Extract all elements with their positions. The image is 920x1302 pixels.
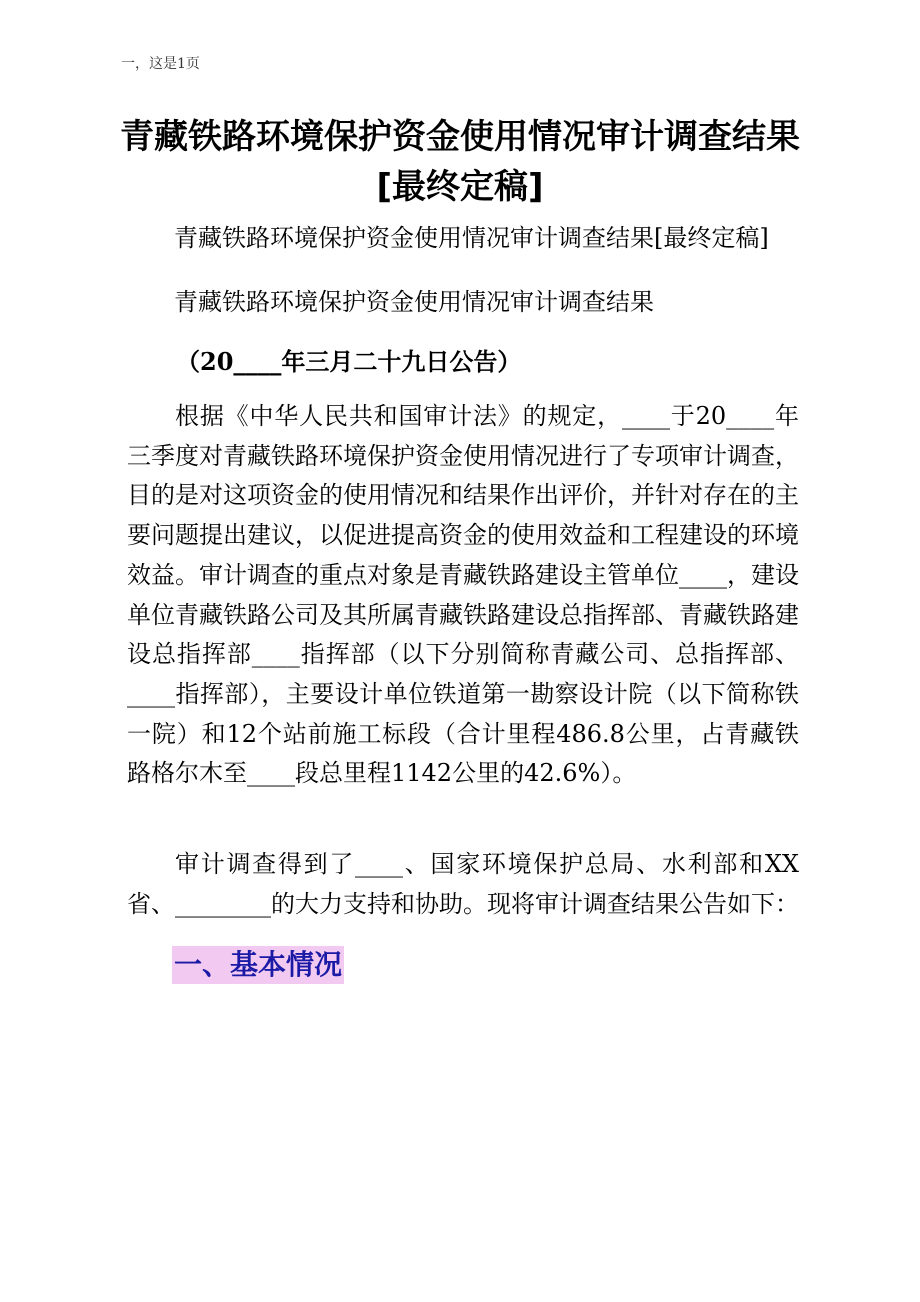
subtitle-short: 青藏铁路环境保护资金使用情况审计调查结果 <box>174 288 654 316</box>
subtitle-full: 青藏铁路环境保护资金使用情况审计调查结果[最终定稿] <box>174 224 769 252</box>
body-paragraph-2: 审计调查得到了____、国家环境保护总局、水利部和XX省、________的大力支持和协助。现将审计调查结果公告如下： <box>127 850 799 918</box>
document-title: 青藏铁路环境保护资金使用情况审计调查结果[最终定稿] <box>120 117 800 207</box>
page-header: 一，这是1页 <box>121 56 200 72</box>
announcement-date: （20____年三月二十九日公告） <box>176 347 522 376</box>
section-heading: 一、基本情况 <box>172 946 344 984</box>
body-paragraph-1: 根据《中华人民共和国审计法》的规定，____于20____年三季度对青藏铁路环境保护资金使用情况进行了专项审计调查，目的是对这项资金的使用情况和结果作出评价，并针对存在的主要问题提出建议，以促进提高资金的使用效益和工程建设的环境效益。审计调查的重点对象是青藏铁路建设主管单位____，建设单位青藏铁路公司及其所属青藏铁路建设总指挥部、青藏铁路建设总指挥部____指挥部（以下分别简称青藏公司、总指挥部、____指挥部），主要设计单位铁道第一勘察设计院（以下简称铁一院）和12个站前施工标段（合计里程486.8公里，占青藏铁路格尔木至____段总里程1142公里的42.6%）。 <box>127 402 799 788</box>
